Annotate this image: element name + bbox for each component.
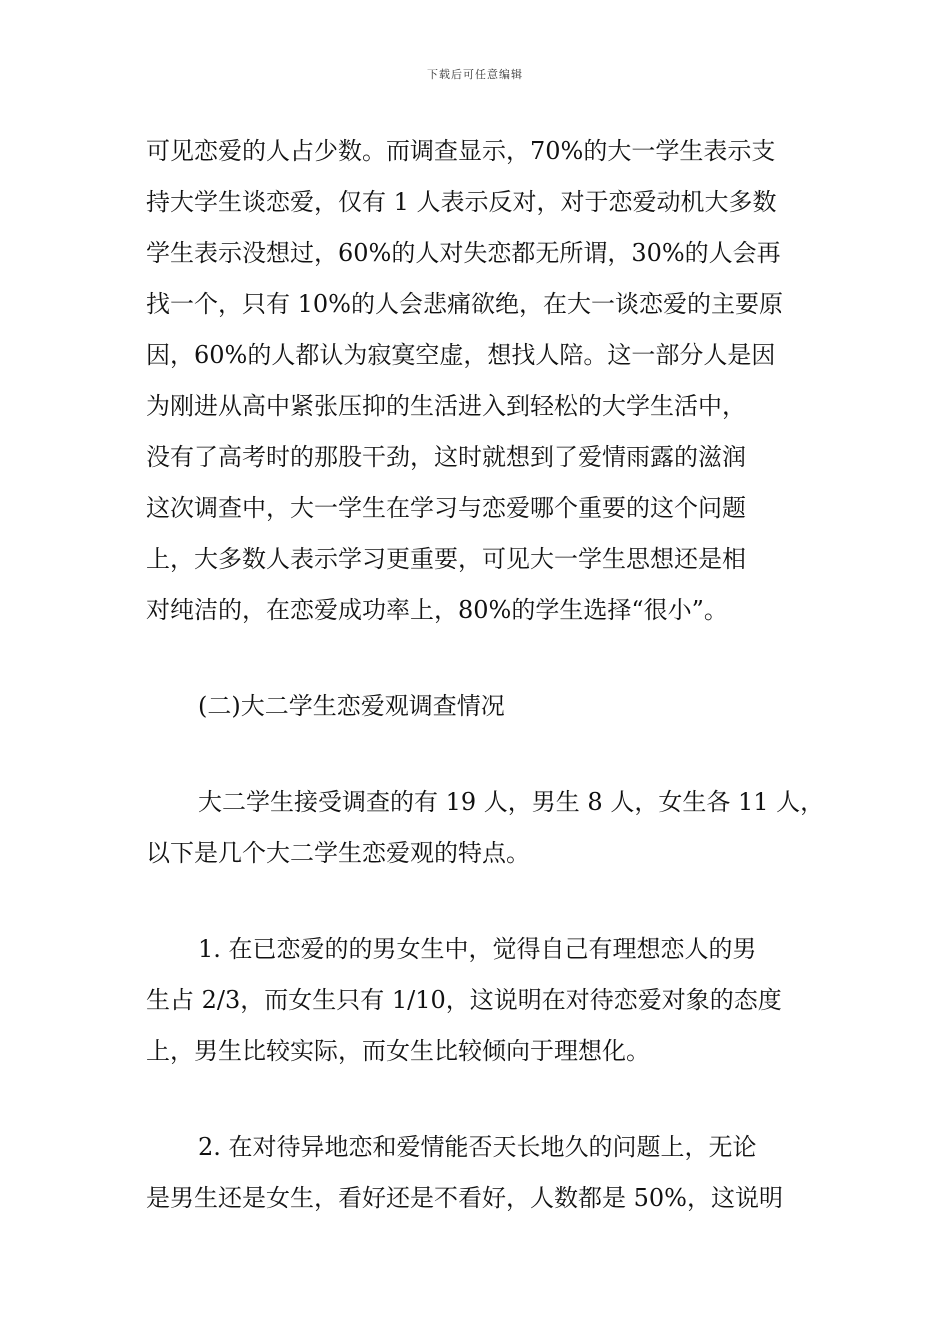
text-line: 生占 2/3，而女生只有 1/10，这说明在对待恋爱对象的态度 [146, 986, 782, 1014]
text-line: 上，男生比较实际，而女生比较倾向于理想化。 [146, 1037, 650, 1065]
text-line: 学生表示没想过，60%的人对失恋都无所谓，30%的人会再 [146, 239, 781, 267]
text-line: 1. 在已恋爱的的男女生中，觉得自己有理想恋人的男 [198, 935, 757, 963]
document-body [146, 126, 825, 1224]
text-line: 是男生还是女生，看好还是不看好，人数都是 50%，这说明 [146, 1184, 783, 1212]
text-line: 2. 在对待异地恋和爱情能否天长地久的问题上，无论 [198, 1133, 757, 1161]
text-line: 可见恋爱的人占少数。而调查显示，70%的大一学生表示支 [146, 137, 776, 165]
download-note: 下载后可任意编辑 [427, 68, 523, 81]
text-line: 为刚进从高中紧张压抑的生活进入到轻松的大学生活中， [146, 392, 746, 420]
text-line: 持大学生谈恋爱，仅有 1 人表示反对，对于恋爱动机大多数 [146, 188, 777, 216]
paragraph-point-2 [146, 1122, 814, 1224]
paragraph-freshman-survey [146, 126, 814, 636]
text-line: 这次调查中，大一学生在学习与恋爱哪个重要的这个问题 [146, 494, 746, 522]
text-line: 对纯洁的，在恋爱成功率上，80%的学生选择“很小”。 [146, 596, 728, 624]
paragraph-sophomore-intro [146, 777, 825, 879]
paragraph-point-1 [146, 924, 814, 1077]
section-heading: (二)大二学生恋爱观调查情况 [198, 692, 505, 720]
text-line: 因，60%的人都认为寂寞空虚，想找人陪。这一部分人是因 [146, 341, 776, 369]
text-line: 以下是几个大二学生恋爱观的特点。 [146, 839, 530, 867]
text-line: 上，大多数人表示学习更重要，可见大一学生思想还是相 [146, 545, 746, 573]
text-line: 大二学生接受调查的有 19 人，男生 8 人，女生各 11 人， [198, 788, 825, 816]
text-line: 没有了高考时的那股干劲，这时就想到了爱情雨露的滋润 [146, 443, 746, 471]
text-line: 找一个，只有 10%的人会悲痛欲绝，在大一谈恋爱的主要原 [146, 290, 783, 318]
